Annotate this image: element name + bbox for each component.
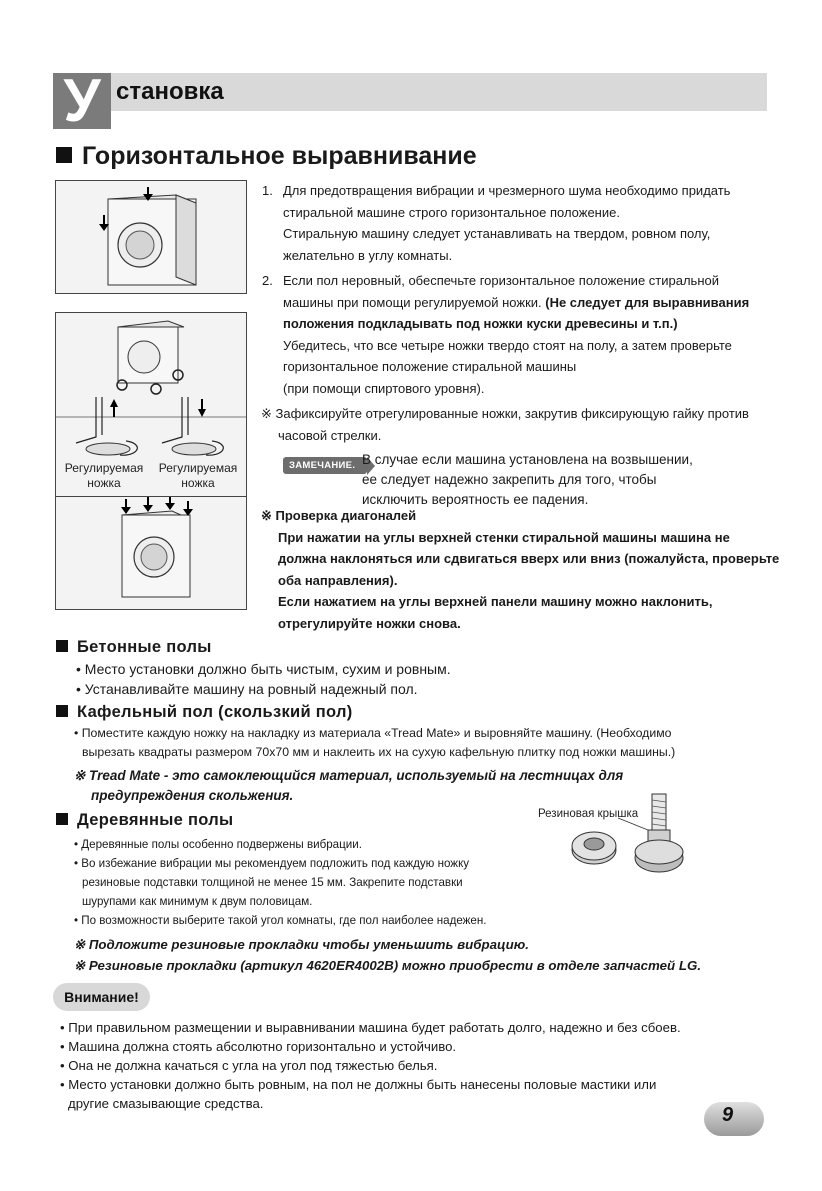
- list-item: • Устанавливайте машину на ровный надежный пол.: [76, 681, 418, 697]
- square-bullet-icon: [56, 705, 68, 717]
- list-item: • Место установки должно быть чистым, сухим и ровным.: [76, 661, 451, 677]
- list-item: • При правильном размещении и выравнивании машина будет работать долго, надежно и без сбоев.: [60, 1020, 681, 1035]
- figure-diagonal-check: [55, 496, 247, 610]
- square-bullet-icon: [56, 147, 72, 163]
- page-number: 9: [722, 1104, 734, 1126]
- rubber-cap-caption: Резиновая крышка: [538, 808, 639, 820]
- header-title: становка: [116, 78, 224, 105]
- list-item: • Место установки должно быть ровным, на пол не должны быть нанесены половые мастики или: [60, 1077, 657, 1092]
- diagonal-check: ※ Проверка диагоналей При нажатии на углы верхней стенки стиральной машины машина не должна наклоняться или сдвигаться вверх или вниз (пожалуйста, проверьте оба направления). Если нажатием на углы верхней панели машину можно наклонить, отрегулируйте ножки снова.: [261, 508, 780, 631]
- tile-floor-text: • Поместите каждую ножку на накладку из материала «Tread Mate» и выровняйте машину. (Необходимо вырезать квадраты размером 70x70 мм и наклеить их на сухую кафельную плитку под ножки машины.): [74, 726, 676, 759]
- step-1-text: Для предотвращения вибрации и чрезмерного шума необходимо придать стиральной машине строго горизонтальное положение. Стиральную машину следует устанавливать на твердом, ровном полу, желательно в углу комнаты.: [283, 183, 731, 263]
- header-initial-letter: У: [63, 67, 101, 134]
- figure-washer-level: [55, 180, 247, 294]
- concrete-floors-list: [76, 659, 756, 699]
- washer-illustration-1: [56, 181, 246, 293]
- list-item: • Она не должна качаться с угла на угол под тяжестью белья.: [60, 1058, 438, 1073]
- list-item: • Машина должна стоять абсолютно горизонтально и устойчиво.: [60, 1039, 457, 1054]
- remark-tag: ЗАМЕЧАНИЕ.: [283, 455, 367, 474]
- list-item: другие смазывающие средства.: [68, 1096, 264, 1111]
- washer-illustration-3: [56, 497, 246, 609]
- remark-text: В случае если машина установлена на возвышении, ее следует надежно закрепить для того, чтобы исключить вероятность ее падения.: [362, 452, 693, 507]
- rubber-cap-illustration: [560, 790, 690, 880]
- square-bullet-icon: [56, 640, 68, 652]
- warning-label: Внимание!: [53, 983, 150, 1011]
- step-1-number: 1.: [262, 183, 273, 198]
- section-title: Горизонтальное выравнивание: [56, 140, 477, 172]
- wooden-floors-title: Деревянные полы: [56, 809, 233, 831]
- square-bullet-icon: [56, 813, 68, 825]
- page-number-badge: [704, 1102, 764, 1136]
- wooden-floors-notes: ※ Подложите резиновые прокладки чтобы уменьшить вибрацию. ※ Резиновые прокладки (артикул 4620ER4002B) можно приобрести в отделе запчастей LG.: [74, 937, 702, 973]
- wooden-floors-text: • Деревянные полы особенно подвержены вибрации. • Во избежание вибрации мы рекомендуем подложить под каждую ножку резиновые подставки толщиной не менее 15 мм. Закрепите подставки шурупами как минимум к двум половицам. • По возможности выберите такой угол комнаты, где пол наиболее надежен.: [74, 838, 487, 927]
- tread-mate-note: ※ Tread Mate - это самоклеющийся материал, используемый на лестницах для предупреждения скольжения.: [74, 768, 624, 803]
- concrete-floors-title: Бетонные полы: [56, 636, 212, 658]
- tile-floor-title: Кафельный пол (скользкий пол): [56, 701, 353, 723]
- step-2-text: Если пол неровный, обеспечьте горизонтальное положение стиральной машины при помощи регулируемой ножки. (Не следует для выравнивания положения подкладывать под ножки куски древесины и т.п.) Убедитесь, что все четыре ножки твердо стоят на полу, а затем проверьте горизонтальное положение стиральной машины (при помощи спиртового уровня).: [283, 273, 750, 396]
- caption-adjustable-foot-left: Регулируемая ножка: [64, 461, 144, 490]
- caption-adjustable-foot-right: Регулируемая ножка: [158, 461, 238, 490]
- step-2-number: 2.: [262, 273, 273, 288]
- fix-note: ※ Зафиксируйте отрегулированные ножки, закрутив фиксирующую гайку против часовой стрелки.: [261, 406, 749, 443]
- warning-list: [60, 1018, 780, 1113]
- figure-adjustable-feet: [55, 312, 247, 510]
